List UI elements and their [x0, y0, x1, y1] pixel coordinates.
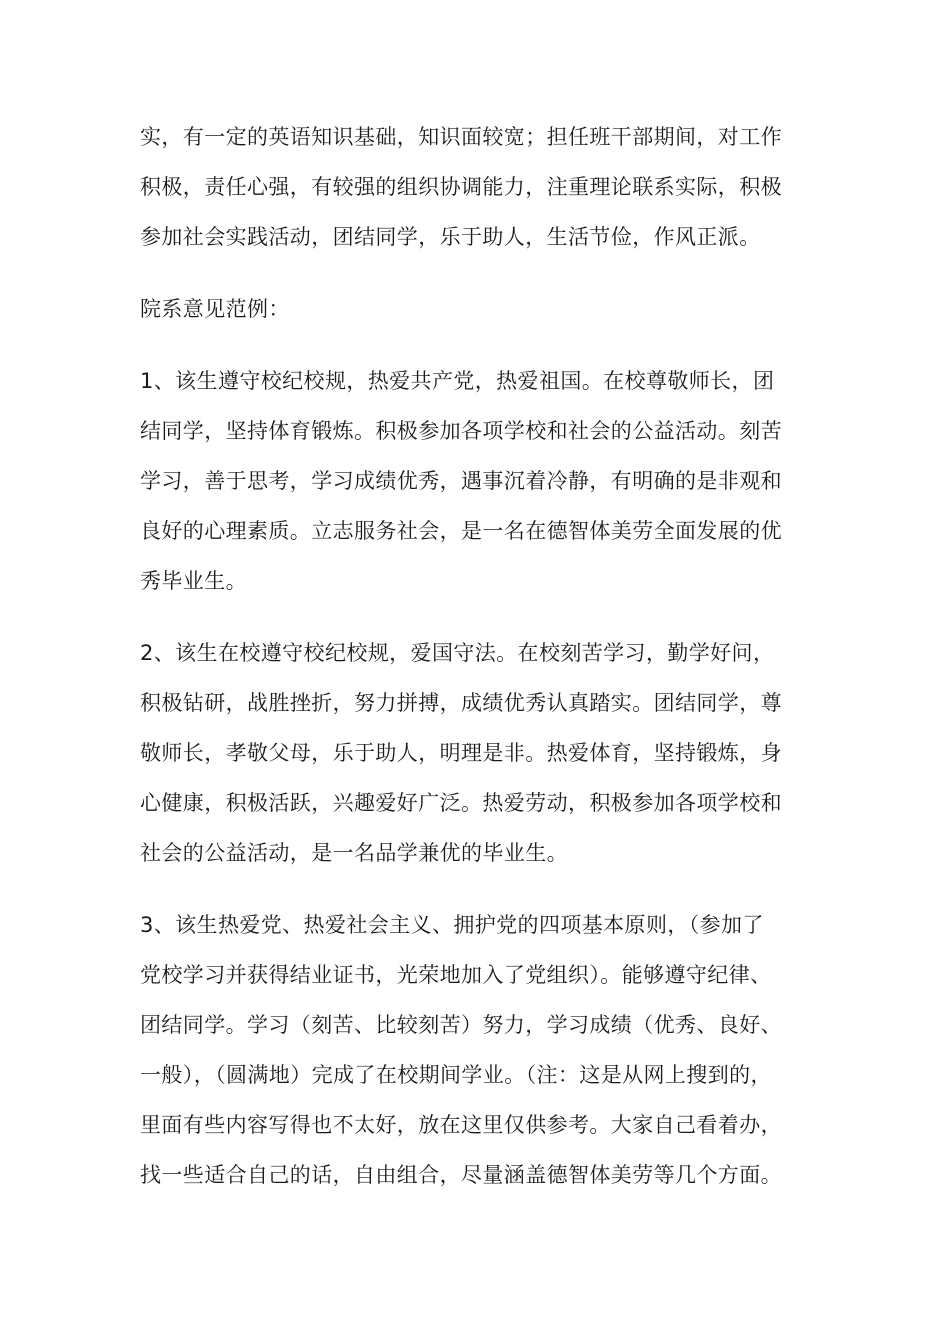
text-line: 心健康，积极活跃，兴趣爱好广泛。热爱劳动，积极参加各项学校和 [140, 791, 782, 815]
paragraph-example-3 [140, 900, 820, 1200]
paragraph-example-2 [140, 628, 820, 878]
text-line: 结同学，坚持体育锻炼。积极参加各项学校和社会的公益活动。刻苦 [140, 419, 782, 443]
text-line: 积极钻研，战胜挫折，努力拼搏，成绩优秀认真踏实。团结同学，尊 [140, 691, 782, 715]
text-line: 1、该生遵守校纪校规，热爱共产党，热爱祖国。在校尊敬师长，团 [140, 369, 775, 393]
text-line: 实，有一定的英语知识基础，知识面较宽；担任班干部期间，对工作 [140, 125, 782, 149]
section-heading [140, 284, 820, 334]
text-line: 良好的心理素质。立志服务社会，是一名在德智体美劳全面发展的优 [140, 519, 782, 543]
text-line: 3、该生热爱党、热爱社会主义、拥护党的四项基本原则，（参加了 [140, 913, 764, 937]
text-line: 找一些适合自己的话，自由组合，尽量涵盖德智体美劳等几个方面。 [140, 1163, 782, 1187]
text-line: 团结同学。学习（刻苦、比较刻苦）努力，学习成绩（优秀、良好、 [140, 1013, 782, 1037]
text-line: 敬师长，孝敬父母，乐于助人，明理是非。热爱体育，坚持锻炼，身 [140, 741, 782, 765]
text-line: 一般），（圆满地）完成了在校期间学业。（注：这是从网上搜到的， [140, 1063, 772, 1087]
document-page [140, 112, 820, 1200]
paragraph-example-1 [140, 356, 820, 606]
text-line: 2、该生在校遵守校纪校规，爱国守法。在校刻苦学习，勤学好问， [140, 641, 775, 665]
text-line: 秀毕业生。 [140, 569, 247, 593]
text-line: 积极，责任心强，有较强的组织协调能力，注重理论联系实际，积极 [140, 175, 782, 199]
heading-line: 院系意见范例： [140, 297, 290, 321]
text-line: 学习，善于思考，学习成绩优秀，遇事沉着冷静，有明确的是非观和 [140, 469, 782, 493]
text-line: 社会的公益活动，是一名品学兼优的毕业生。 [140, 841, 568, 865]
text-line: 党校学习并获得结业证书，光荣地加入了党组织）。能够遵守纪律、 [140, 963, 772, 987]
text-line: 参加社会实践活动，团结同学，乐于助人，生活节俭，作风正派。 [140, 225, 761, 249]
text-line: 里面有些内容写得也不太好，放在这里仅供参考。大家自己看着办， [140, 1113, 782, 1137]
paragraph-intro [140, 112, 820, 262]
